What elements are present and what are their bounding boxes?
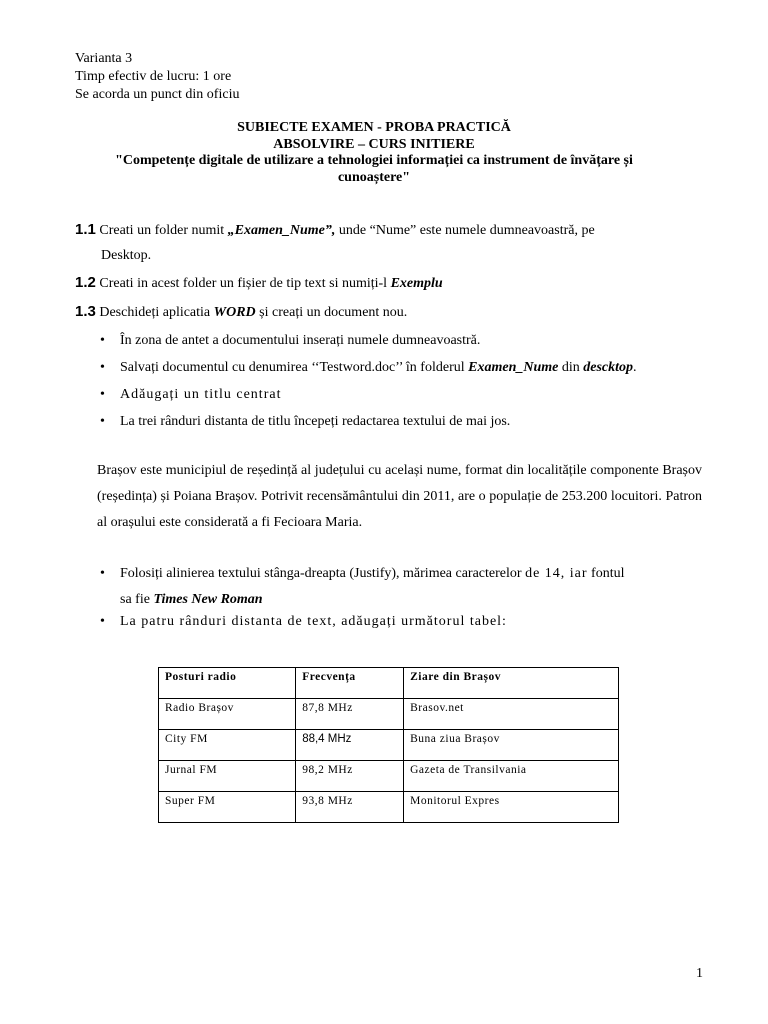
table-cell: 87,8 MHz: [296, 699, 404, 730]
task-1-3-bullets: [100, 332, 637, 440]
table-cell: Brasov.net: [404, 699, 619, 730]
time-line: Timp efectiv de lucru: 1 ore: [75, 69, 232, 84]
table-cell: Jurnal FM: [159, 761, 296, 792]
radio-table: [158, 667, 619, 823]
task-text: unde “Nume” este numele dumneavoastră, pe: [335, 223, 595, 238]
title-line-2: ABSOLVIRE – CURS INITIERE: [273, 136, 475, 152]
column-header: Ziare din Brașov: [404, 668, 619, 699]
table-row: [159, 792, 619, 823]
list-item: • În zona de antet a documentului inserați numele dumneavoastră.: [100, 332, 637, 359]
list-item: • Adăugați un titlu centrat: [100, 386, 637, 413]
exam-meta: [75, 50, 239, 104]
column-header: Posturi radio: [159, 668, 296, 699]
task-text: Deschideți aplicatia: [95, 305, 214, 320]
file-name: Exemplu: [390, 276, 443, 291]
folder-name: „Examen_Nume”,: [227, 223, 336, 238]
table-cell: 93,8 MHz: [296, 792, 404, 823]
task-text: și creați un document nou.: [255, 305, 408, 320]
task-1-2: [75, 274, 443, 293]
table-row: [159, 730, 619, 761]
table-cell: City FM: [159, 730, 296, 761]
document-title: [60, 120, 688, 186]
bonus-line: Se acorda un punct din oficiu: [75, 87, 240, 102]
table-header-row: [159, 668, 619, 699]
table-cell: Buna ziua Brașov: [404, 730, 619, 761]
table-cell: Monitorul Expres: [404, 792, 619, 823]
table-row: [159, 761, 619, 792]
list-item: • Salvați documentul cu denumirea ‘‘Testword.doc’’ în folderul Examen_Nume din descktop.: [100, 359, 637, 386]
app-name: WORD: [213, 305, 256, 320]
list-item: • La trei rânduri distanta de titlu începeți redactarea textului de mai jos.: [100, 413, 637, 440]
table-cell: Radio Brașov: [159, 699, 296, 730]
table-cell: Gazeta de Transilvania: [404, 761, 619, 792]
task-text: Creati un folder numit: [95, 223, 228, 238]
task-1-1: [75, 221, 595, 240]
title-line-1: SUBIECTE EXAMEN - PROBA PRACTICĂ: [237, 120, 511, 135]
page-number: 1: [696, 966, 703, 981]
table-cell: Super FM: [159, 792, 296, 823]
list-item-continued: sa fie Times New Roman: [120, 592, 263, 607]
list-item: • La patru rânduri distanta de text, adăugați următorul tabel:: [100, 613, 625, 639]
task-number: 1.3: [75, 303, 96, 320]
title-line-4: cunoaștere": [337, 169, 411, 185]
task-1-3: [75, 303, 407, 322]
list-item: • Folosiți alinierea textului stânga-dreapta (Justify), mărimea caracterelor de 14, iar fontul: [100, 565, 625, 591]
task-number: 1.2: [75, 274, 96, 291]
brasov-paragraph: Brașov este municipiul de reședință al județului cu același nume, format din localitățile componente Brașov (reședința) și Poiana Brașov. Potrivit recensământului din 2011, are o populație de 253.200 locuitori. Patron al orașului este considerată a fi Fecioara Maria.: [97, 463, 702, 530]
column-header: Frecvența: [296, 668, 404, 699]
data-table: [158, 667, 619, 823]
table-cell: 88,4 MHz: [296, 730, 404, 761]
task-text: Creati in acest folder un fișier de tip text si numiți-l: [95, 276, 391, 291]
formatting-bullets: [100, 565, 625, 639]
table-row: [159, 699, 619, 730]
variant-line: Varianta 3: [75, 51, 133, 66]
task-1-1-continued: Desktop.: [101, 248, 152, 263]
table-cell: 98,2 MHz: [296, 761, 404, 792]
title-line-3: "Competențe digitale de utilizare a tehnologiei informației ca instrument de învățare și: [115, 153, 633, 168]
task-number: 1.1: [75, 221, 96, 238]
